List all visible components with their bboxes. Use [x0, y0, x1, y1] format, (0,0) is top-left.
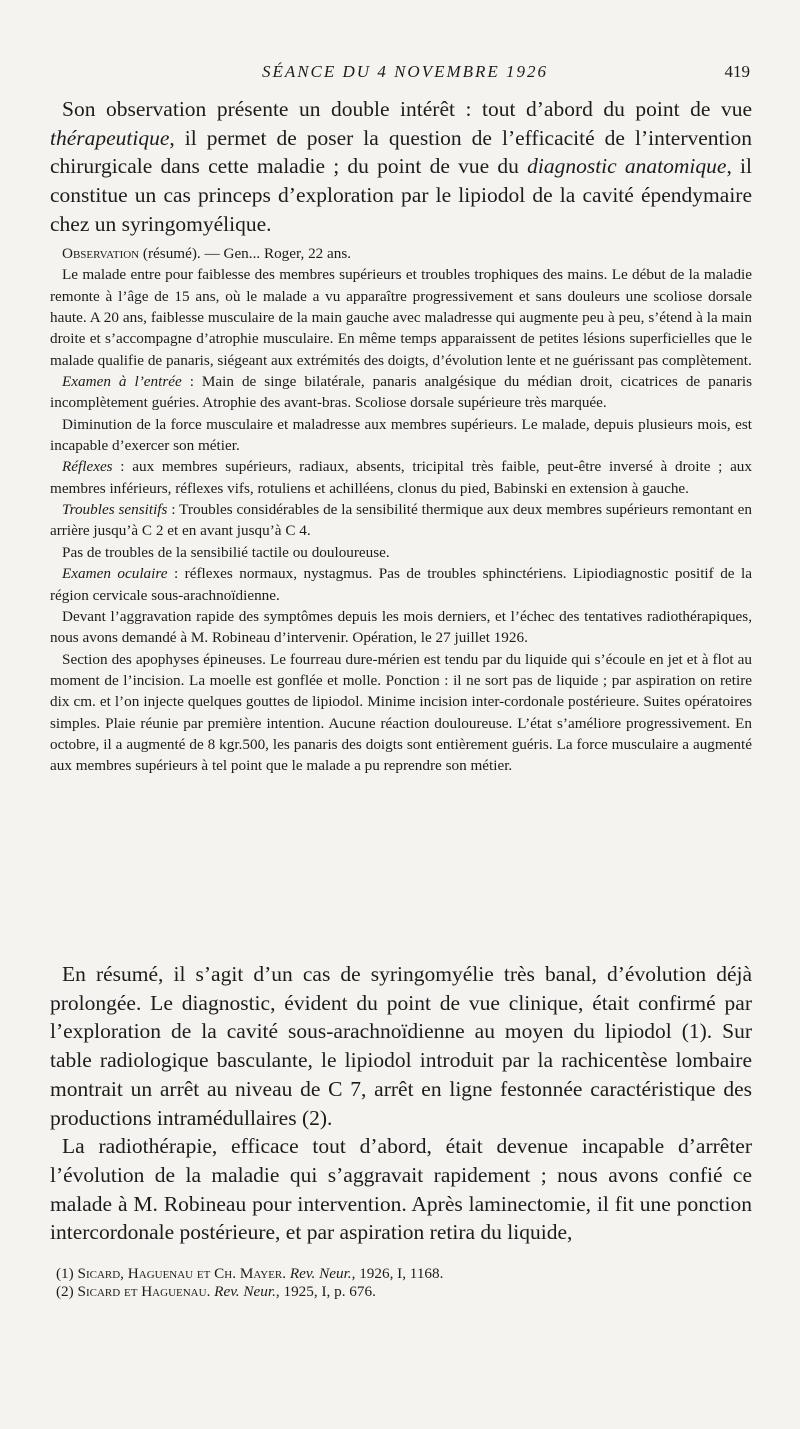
- observation-tactile: Pas de troubles de la sensibilié tactile ou douloureuse.: [62, 543, 390, 561]
- observation-sensory: [50, 499, 752, 542]
- observation-reflexes: [50, 456, 752, 499]
- summary-section: [50, 960, 752, 1247]
- page-number: 419: [724, 62, 750, 81]
- running-title: SÉANCE DU 4 NOVEMBRE 1926: [261, 62, 549, 81]
- footnote-reference: , 1925, I, p. 676.: [275, 1283, 376, 1300]
- ocular-label: Examen oculaire: [62, 565, 168, 583]
- intro-paragraph: [50, 95, 752, 239]
- observation-patient: (résumé). — Gen... Roger, 22 ans.: [139, 245, 352, 262]
- observation-section: [50, 243, 752, 777]
- observation-history: Le malade entre pour faiblesse des membres supérieurs et troubles trophiques des mains. Le début de la maladie remonte à l’âge de 15 ans, où le malade a vu apparaître progressivement et sans douleurs une scoliose dorsale haute. A 20 ans, faiblesse musculaire de la main gauche avec maladresse qui augmente peu à peu, s’étend à la main droite et s’accompagne d’atrophie musculaire. En même temps apparaissent de petites lésions superficielles que le malade qualifie de panaris, siégeant aux extrémités des doigts, d’évolution lente et ne guérissant pas complètement.: [50, 266, 752, 369]
- footnote-1: [56, 1265, 756, 1283]
- observation-exam: [50, 371, 752, 414]
- intro-italic-therapeutic: thérapeutique: [50, 125, 170, 150]
- observation-ocular: [50, 563, 752, 606]
- footnote-authors: Sicard, Haguenau et Ch. Mayer.: [77, 1265, 287, 1282]
- footnote-journal: Rev. Neur.: [214, 1283, 276, 1300]
- reflexes-label: Réflexes: [62, 458, 113, 476]
- ocular-text: : réflexes normaux, nystagmus. Pas de troubles sphinctériens. Lipiodiagnostic positif de la région cervicale sous-arachnoïdienne.: [50, 565, 752, 604]
- intro-text-part: , il constitue un cas princeps d’exploration par le lipiodol de la cavité épendymaire chez un syringomyélique.: [50, 154, 752, 236]
- intro-italic-diagnostic: diagnostic anatomique: [527, 154, 727, 179]
- sensory-text: : Troubles considérables de la sensibilité thermique aux deux membres supérieurs remontant en arrière jusqu’à C 2 et en avant jusqu’à C 4.: [50, 501, 752, 540]
- reflexes-text: : aux membres supérieurs, radiaux, absents, tricipital très faible, peut-être inversé à droite ; aux membres inférieurs, réflexes vifs, rotuliens et achilléens, clonus du pied, Babinski en extension à gauche.: [50, 458, 752, 497]
- observation-operation: Devant l’aggravation rapide des symptômes depuis les mois derniers, et l’échec des tentatives radiothérapiques, nous avons demandé à M. Robineau d’intervenir. Opération, le 27 juillet 1926.: [50, 607, 752, 647]
- intro-text-part: , il permet de poser la question de l’efficacité de l’intervention chirurgicale dans cette maladie ; du point de vue du: [50, 125, 752, 179]
- intro-text-part: Son observation présente un double intérêt : tout d’abord du point de vue: [62, 97, 752, 121]
- sensory-label: Troubles sensitifs: [62, 501, 168, 519]
- observation-heading: [50, 243, 752, 264]
- page-header: [60, 62, 750, 86]
- exam-label: Examen à l’entrée: [62, 373, 182, 391]
- footnote-authors: Sicard et Haguenau.: [77, 1283, 211, 1300]
- summary-paragraph-1: En résumé, il s’agit d’un cas de syringomyélie très banal, d’évolution déjà prolongée. Le diagnostic, évident du point de vue clinique, était confirmé par l’exploration de la cavité sous-arachnoïdienne au moyen du lipiodol (1). Sur table radiologique basculante, le lipiodol introduit par la rachicentèse lombaire montrait un arrêt au niveau de C 7, arrêt en ligne festonnée caractéristique des productions intramédullaires (2).: [50, 962, 752, 1130]
- observation-surgery: Section des apophyses épineuses. Le fourreau dure-mérien est tendu par du liquide qui s’écoule en jet et à flot au moment de l’incision. La moelle est gonflée et molle. Ponction : il ne sort pas de liquide ; par aspiration on retire dix cm. et l’on injecte quelques gouttes de lipiodol. Minime incision inter-cordonale postérieure. Suites opératoires simples. Plaie réunie par première intention. Aucune réaction douloureuse. L’état s’améliore progressivement. En octobre, il a augmenté de 8 kgr.500, les panaris des doigts sont entièrement guéris. La force musculaire a augmenté aux membres supérieurs à tel point que le malade a pu reprendre son métier.: [50, 650, 752, 775]
- summary-paragraph-2: La radiothérapie, efficace tout d’abord, était devenue incapable d’arrêter l’évolution de la maladie qui s’aggravait rapidement ; nous avons confié ce malade à M. Robineau pour intervention. Après laminectomie, il fit une ponction intercordonale postérieure, et par aspiration retira du liquide,: [50, 1134, 752, 1245]
- footnote-number: (2): [56, 1283, 78, 1300]
- footnotes: [56, 1265, 756, 1301]
- footnote-journal: Rev. Neur.: [289, 1265, 352, 1282]
- exam-text: : Main de singe bilatérale, panaris analgésique du médian droit, cicatrices de panaris incomplètement guéries. Atrophie des avant-bras. Scoliose dorsale supérieure très marquée.: [50, 373, 752, 412]
- observation-label: Observation: [62, 245, 140, 262]
- footnote-reference: , 1926, I, 1168.: [351, 1265, 444, 1282]
- footnote-2: [56, 1283, 756, 1301]
- footnote-number: (1): [56, 1265, 78, 1282]
- observation-force: Diminution de la force musculaire et maladresse aux membres supérieurs. Le malade, depuis plusieurs mois, est incapable d’exercer son métier.: [50, 415, 752, 455]
- intro-text: [50, 95, 752, 239]
